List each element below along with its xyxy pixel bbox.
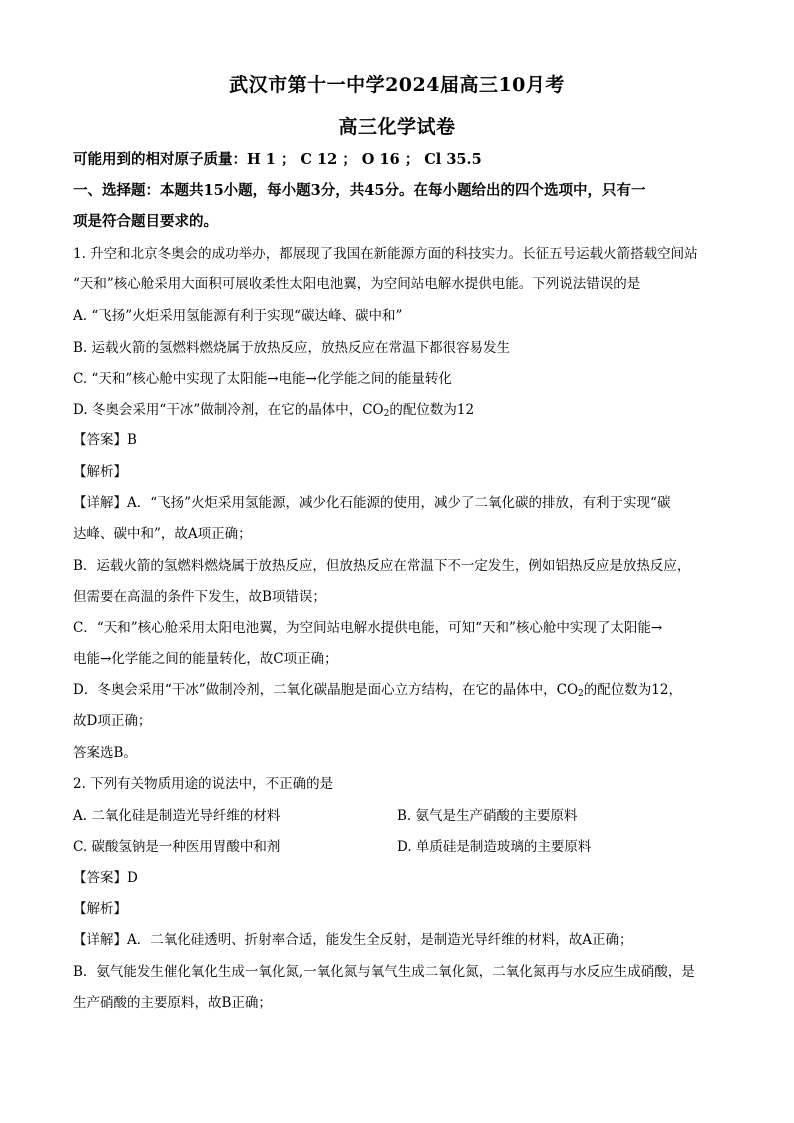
section-heading-line-2: 项是符合题目要求的。 [73, 213, 218, 230]
q1-analysis-label: 【解析】 [73, 464, 127, 480]
q1-option-d [73, 400, 474, 420]
q1-option-c: C. “天和”核心舱中实现了太阳能→电能→化学能之间的能量转化 [73, 371, 452, 387]
q2-option-a: A. 二氧化硅是制造光导纤维的材料 [73, 808, 281, 824]
q2-stem: 2. 下列有关物质用途的说法中，不正确的是 [73, 776, 334, 792]
q1-detail-line-7-text-end: 的配位数为12， [583, 682, 682, 698]
q1-detail-line-3: B．运载火箭的氢燃料燃烧属于放热反应，但放热反应在常温下不一定发生，例如铝热反应是放热反应， [73, 558, 691, 574]
q2-answer: 【答案】D [73, 870, 138, 886]
q1-conclusion: 答案选B。 [73, 745, 137, 761]
q2-detail-line-1: 【详解】A．二氧化硅透明、折射率合适，能发生全反射，是制造光导纤维的材料，故A正确； [73, 932, 633, 948]
q1-detail-line-7-text: D．冬奥会采用“干冰”做制冷剂，二氧化碳晶胞是面心立方结构，在它的晶体中，CO [73, 682, 579, 698]
q1-option-d-text-end: 的配位数为12 [389, 402, 475, 418]
q1-option-a: A. “飞扬”火炬采用氢能源有利于实现“碳达峰、碳中和” [73, 308, 403, 324]
q1-detail-line-7 [73, 680, 682, 700]
q1-stem-line-1: 1. 升空和北京冬奥会的成功举办，都展现了我国在新能源方面的科技实力。长征五号运载火箭搭载空间站 [73, 246, 698, 262]
q2-detail-line-3: 生产硝酸的主要原料，故B正确； [73, 995, 272, 1011]
exam-subtitle: 高三化学试卷 [338, 116, 456, 138]
exam-title: 武汉市第十一中学2024届高三10月考 [229, 74, 565, 96]
q1-detail-line-1: 【详解】A．“飞扬”火炬采用氢能源，减少化石能源的使用，减少了二氧化碳的排放，有利于实现“碳 [73, 495, 671, 511]
q2-option-d: D. 单质硅是制造玻璃的主要原料 [397, 839, 592, 855]
section-heading-line-1: 一、选择题：本题共15小题，每小题3分，共45分。在每小题给出的四个选项中，只有一 [73, 182, 646, 199]
q2-option-b: B. 氨气是生产硝酸的主要原料 [397, 808, 578, 824]
q1-stem-line-2: “天和”核心舱采用大面积可展收柔性太阳电池翼，为空间站电解水提供电能。下列说法错误的是 [73, 276, 641, 292]
q1-detail-line-8: 故D项正确； [73, 713, 152, 729]
q1-detail-line-6: 电能→化学能之间的能量转化，故C项正确； [73, 651, 338, 667]
q1-answer: 【答案】B [73, 432, 137, 448]
q2-detail-line-2: B．氨气能发生催化氧化生成一氧化氮,一氧化氮与氧气生成二氧化氮，二氧化氮再与水反应生成硝酸，是 [73, 964, 695, 980]
q2-option-c: C. 碳酸氢钠是一种医用胃酸中和剂 [73, 839, 281, 855]
q1-detail-line-5: C．“天和”核心舱采用太阳电池翼，为空间站电解水提供电能，可知“天和”核心舱中实现了太阳能→ [73, 620, 663, 636]
q2-analysis-label: 【解析】 [73, 901, 127, 917]
q1-option-d-text: D. 冬奥会采用“干冰”做制冷剂，在它的晶体中，CO [73, 402, 384, 418]
q1-detail-line-2: 达峰、碳中和”，故A项正确； [73, 526, 252, 542]
q1-detail-line-7-subscript: 2 [578, 689, 584, 699]
atomic-masses: 可能用到的相对原子质量：H 1 ； C 12 ； O 16 ； Cl 35.5 [73, 151, 482, 168]
q1-option-d-subscript: 2 [383, 409, 390, 419]
q1-option-b: B. 运载火箭的氢燃料燃烧属于放热反应，放热反应在常温下都很容易发生 [73, 340, 511, 356]
q1-detail-line-4: 但需要在高温的条件下发生，故B项错误； [73, 589, 326, 605]
